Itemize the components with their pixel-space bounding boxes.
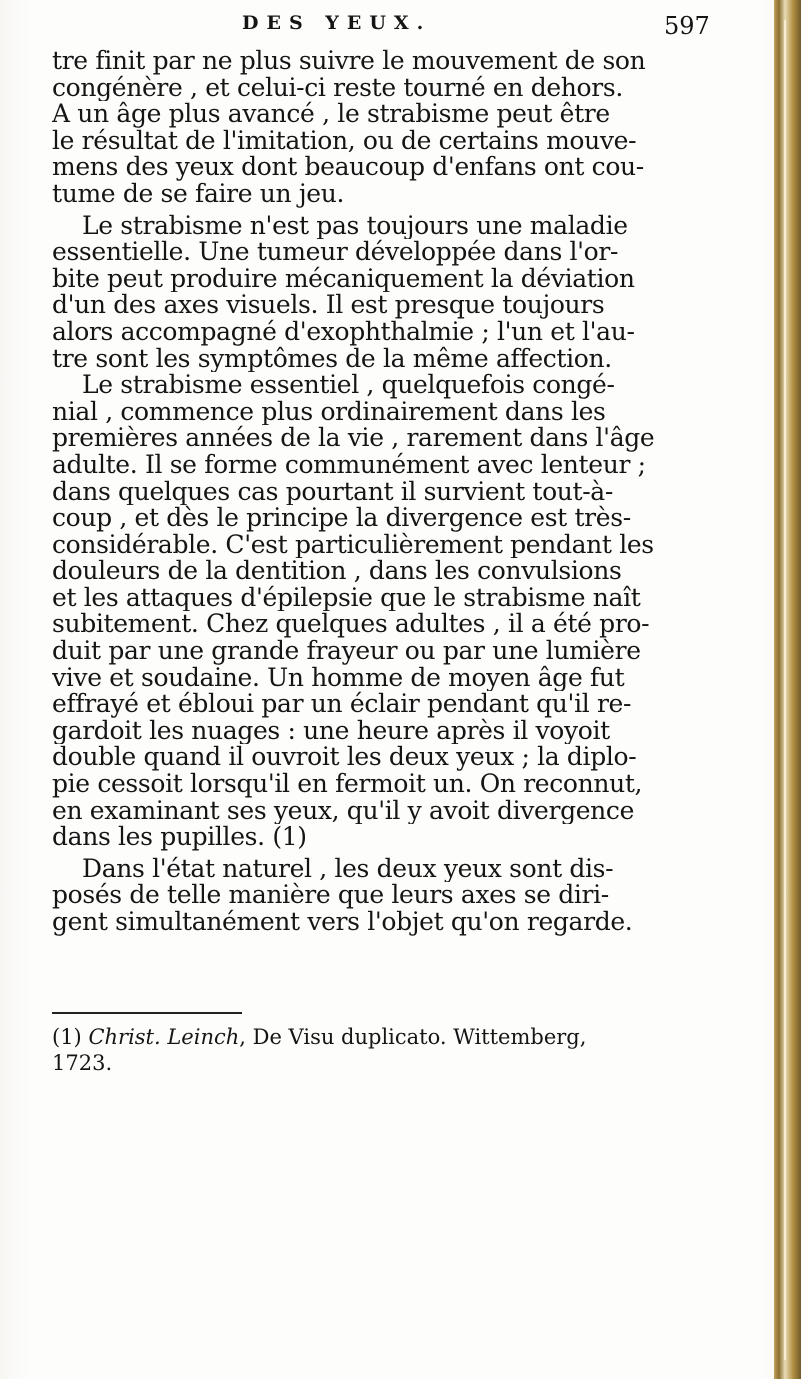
text-line: essentielle. Une tumeur développée dans l'or- <box>52 239 619 266</box>
text-line: en examinant ses yeux, qu'il y avoit divergence <box>52 797 635 825</box>
text-line: et les attaques d'épilepsie que le strabisme naît <box>52 584 641 612</box>
text-line: mens des yeux dont beaucoup d'enfans ont cou- <box>52 154 644 181</box>
body-text <box>52 48 760 936</box>
text-line: Dans l'état naturel , les deux yeux sont dis- <box>82 855 614 883</box>
text-line: nial , commence plus ordinairement dans les <box>52 398 606 426</box>
text-line: posés de telle manière que leurs axes se diri- <box>52 882 609 909</box>
text-line: gent simultanément vers l'objet qu'on regarde. <box>52 909 633 936</box>
footnote-rule <box>52 1012 242 1014</box>
text-line: subitement. Chez quelques adultes , il a été pro- <box>52 611 650 639</box>
text-line: bite peut produire mécaniquement la déviation <box>52 265 635 293</box>
text-line: duit par une grande frayeur ou par une lumière <box>52 638 641 665</box>
text-line: Le strabisme n'est pas toujours une maladie <box>82 212 628 240</box>
text-line: Le strabisme essentiel , quelquefois congé- <box>82 372 615 399</box>
text-line: gardoit les nuages : une heure après il voyoit <box>52 717 610 745</box>
text-line: considérable. C'est particulièrement pendant les <box>52 531 654 559</box>
text-line: A un âge plus avancé , le strabisme peut être <box>52 101 610 128</box>
text-line: coup , et dès le principe la divergence est très- <box>52 505 631 532</box>
text-line: d'un des axes visuels. Il est presque toujours <box>52 292 605 319</box>
text-line: effrayé et ébloui par un éclair pendant qu'il re- <box>52 691 632 718</box>
page-header <box>0 12 760 46</box>
text-line: tume de se faire un jeu. <box>52 180 345 208</box>
text-line: double quand il ouvroit les deux yeux ; la diplo- <box>52 744 637 772</box>
footnote-marker: (1) <box>52 1025 82 1049</box>
text-line: le résultat de l'imitation, ou de certains mouve- <box>52 127 637 155</box>
text-line: pie cessoit lorsqu'il en fermoit un. On reconnut, <box>52 771 643 798</box>
book-binding-edge <box>774 0 801 1379</box>
running-title: DES YEUX. <box>242 12 432 34</box>
text-line: dans quelques cas pourtant il survient tout-à- <box>52 478 613 506</box>
text-line: alors accompagné d'exophthalmie ; l'un et l'au- <box>52 318 635 346</box>
text-line: tre finit par ne plus suivre le mouvement de son <box>52 48 646 75</box>
footnote <box>52 1024 760 1076</box>
footnote-author: Christ. Leinch <box>88 1025 240 1049</box>
footnote-year: 1723. <box>52 1051 113 1075</box>
text-line: adulte. Il se forme communément avec lenteur ; <box>52 451 646 479</box>
text-line: premières années de la vie , rarement dans l'âge <box>52 425 655 452</box>
footnote-citation: , De Visu duplicato. Wittemberg, <box>239 1025 587 1049</box>
text-line: tre sont les symptômes de la même affection. <box>52 345 612 373</box>
text-line: dans les pupilles. (1) <box>52 824 307 851</box>
text-line: douleurs de la dentition , dans les convulsions <box>52 558 622 585</box>
text-line: congénère , et celui-ci reste tourné en dehors. <box>52 74 623 102</box>
page-number: 597 <box>664 12 710 40</box>
text-line: vive et soudaine. Un homme de moyen âge fut <box>52 664 625 692</box>
